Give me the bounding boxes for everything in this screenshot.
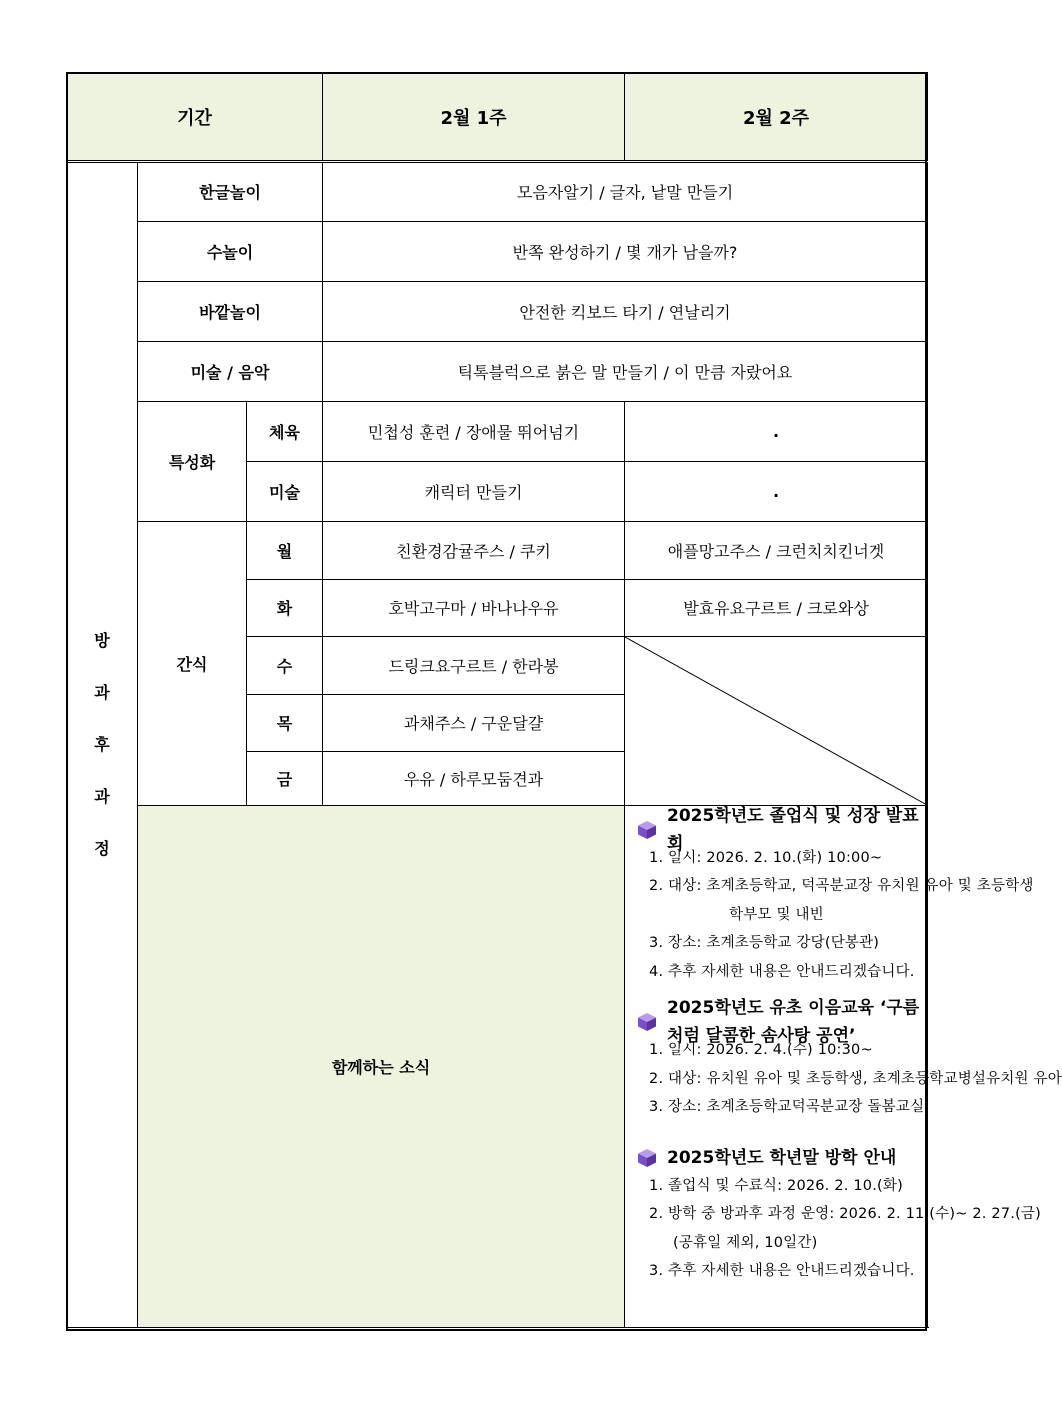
snack-day: 월 xyxy=(247,521,323,579)
news-section-title xyxy=(637,998,927,1046)
news-line: 2. 대상: 초계초등학교, 덕곡분교장 유치원 유아 및 초등학생 xyxy=(649,878,1034,894)
snack-week1: 과채주스 / 구운달걀 xyxy=(323,694,625,751)
period-header: 기간 xyxy=(67,73,323,161)
snack-week2: 애플망고주스 / 크런치치킨너겟 xyxy=(625,521,928,579)
special-week1: 캐릭터 만들기 xyxy=(323,461,625,521)
snack-day: 금 xyxy=(247,751,323,805)
activity-content: 반쪽 완성하기 / 몇 개가 남을까? xyxy=(323,221,928,281)
news-line: 3. 추후 자세한 내용은 안내드리겠습니다. xyxy=(649,1263,915,1279)
special-label: 특성화 xyxy=(138,401,247,521)
snack-day: 목 xyxy=(247,694,323,751)
news-section-title-text: 2025학년도 졸업식 및 성장 발표회 xyxy=(667,805,919,854)
news-line: 1. 일시: 2026. 2. 4.(수) 10:30~ xyxy=(649,1042,873,1058)
news-line: (공휴일 제외, 10일간) xyxy=(673,1234,818,1251)
snack-label: 간식 xyxy=(138,521,247,805)
activity-name: 수놀이 xyxy=(138,221,323,281)
activity-name: 미술 / 음악 xyxy=(138,341,323,401)
news-section-title xyxy=(637,805,927,854)
activity-name: 한글놀이 xyxy=(138,161,323,221)
activity-row xyxy=(67,161,928,221)
activity-row xyxy=(67,281,928,341)
purple-cube-icon xyxy=(637,1012,657,1032)
news-section xyxy=(637,1144,1041,1286)
diagonal-line xyxy=(625,637,927,805)
special-row xyxy=(67,401,928,461)
program-label-char: 과 xyxy=(94,786,110,806)
snack-week1: 우유 / 하루모둠견과 xyxy=(323,751,625,805)
empty-diagonal-cell xyxy=(625,636,928,805)
activity-content: 틱톡블럭으로 붉은 말 만들기 / 이 만큼 자랐어요 xyxy=(323,341,928,401)
activity-name: 바깥놀이 xyxy=(138,281,323,341)
news-line: 1. 졸업식 및 수료식: 2026. 2. 10.(화) xyxy=(649,1177,903,1194)
news-content xyxy=(625,805,1062,1327)
snack-day: 수 xyxy=(247,636,323,694)
special-name: 체육 xyxy=(247,401,323,461)
week2-header: 2월 2주 xyxy=(625,73,928,161)
snack-week1: 드링크요구르트 / 한라봉 xyxy=(323,636,625,694)
news-section xyxy=(637,805,1034,987)
news-line: 4. 추후 자세한 내용은 안내드리겠습니다. xyxy=(649,963,915,980)
news-line: 2. 대상: 유치원 유아 및 초등학생, 초계초등학교병설유치원 유아 xyxy=(649,1070,1062,1087)
header-row xyxy=(67,73,928,161)
news-section-title-text: 2025학년도 유초 이음교육 ‘구름처럼 달콤한 솜사탕 공연’ xyxy=(667,998,920,1046)
news-line: 학부모 및 내빈 xyxy=(729,906,824,923)
special-week2: . xyxy=(625,401,928,461)
snack-day: 화 xyxy=(247,579,323,636)
special-week2: . xyxy=(625,461,928,521)
program-label-char: 방 xyxy=(94,630,110,650)
snack-week1: 호박고구마 / 바나나우유 xyxy=(323,579,625,636)
schedule-table xyxy=(66,72,1062,1328)
news-line: 3. 장소: 초계초등학교덕곡분교장 돌봄교실 xyxy=(649,1099,925,1115)
program-label xyxy=(67,161,138,1327)
special-week1: 민첩성 훈련 / 장애물 뛰어넘기 xyxy=(323,401,625,461)
activity-row xyxy=(67,221,928,281)
special-name: 미술 xyxy=(247,461,323,521)
news-line: 1. 일시: 2026. 2. 10.(화) 10:00~ xyxy=(649,849,883,866)
news-line: 3. 장소: 초계초등학교 강당(단봉관) xyxy=(649,935,880,951)
program-label-char: 과 xyxy=(94,682,110,702)
activity-content: 모음자알기 / 글자, 낱말 만들기 xyxy=(323,161,928,221)
activity-content: 안전한 킥보드 타기 / 연날리기 xyxy=(323,281,928,341)
purple-cube-icon xyxy=(637,1148,657,1168)
news-line: 2. 방학 중 방과후 과정 운영: 2026. 2. 11.(수)~ 2. 27.(금) xyxy=(649,1206,1041,1222)
snack-row xyxy=(67,521,928,579)
purple-cube-icon xyxy=(637,820,657,840)
news-label: 함께하는 소식 xyxy=(138,805,625,1327)
snack-week1: 친환경감귤주스 / 쿠키 xyxy=(323,521,625,579)
program-label-char: 정 xyxy=(94,838,110,858)
news-row xyxy=(67,805,928,1327)
news-section xyxy=(637,998,1062,1122)
program-label-char: 후 xyxy=(94,734,110,754)
week1-header: 2월 1주 xyxy=(323,73,625,161)
news-section-title xyxy=(637,1144,927,1172)
schedule-sheet xyxy=(66,72,1062,1331)
snack-week2: 발효유요구르트 / 크로와상 xyxy=(625,579,928,636)
news-section-title-text: 2025학년도 학년말 방학 안내 xyxy=(667,1147,897,1168)
activity-row xyxy=(67,341,928,401)
